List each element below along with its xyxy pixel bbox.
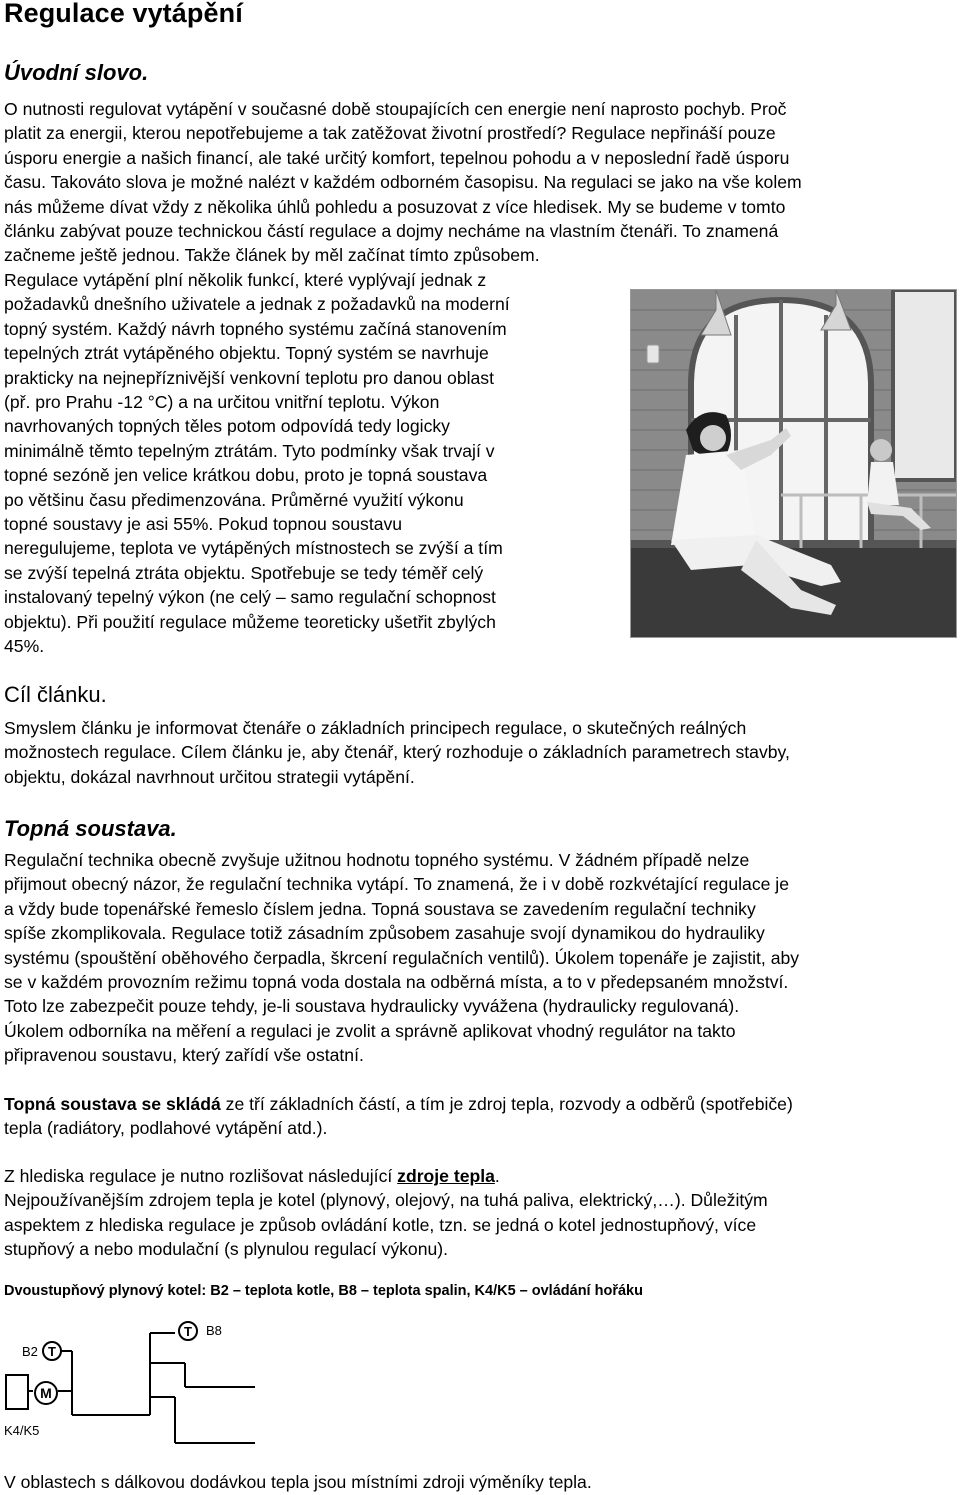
body-line: neregulujeme, teplota ve vytápěných místnostech se zvýší a tím bbox=[4, 538, 503, 559]
label-b8: B8 bbox=[206, 1323, 222, 1338]
goal-heading: Cíl článku. bbox=[4, 682, 107, 707]
page-title: Regulace vytápění bbox=[4, 0, 243, 28]
heat-source-link[interactable]: zdroje tepla bbox=[397, 1166, 495, 1186]
goal-line: Smyslem článku je informovat čtenáře o základních principech regulace, o skutečných reálných bbox=[4, 718, 747, 738]
system-line: Úkolem odborníka na měření a regulaci je zvolit a správně aplikovat vhodný regulátor na takto bbox=[4, 1020, 736, 1041]
body-line: po většinu času předimenzována. Průměrné využití výkonu bbox=[4, 489, 464, 510]
body-line: objektu). Při použití regulace můžeme teoreticky ušetřit zbylých bbox=[4, 611, 496, 632]
label-k4-k5: K4/K5 bbox=[4, 1423, 40, 1438]
system-line: a vždy bude topenářské řemeslo číslem jedna. Topná soustava se zavedením regulační techniky bbox=[4, 898, 756, 919]
body-line: tepelných ztrát vytápěného objektu. Topný systém se navrhuje bbox=[4, 343, 489, 364]
system-line: spíše zkomplikovala. Regulace totiž zásadním způsobem zasahuje svojí dynamikou do hydrauliky bbox=[4, 923, 765, 944]
goal-line: možnostech regulace. Cílem článku je, aby čtenář, který rozhoduje o základních parametrech stavby, bbox=[4, 742, 790, 763]
source-line: Nejpoužívanějším zdrojem tepla je kotel (plynový, olejový, na tuhá paliva, elektrický,…). Důležitým bbox=[4, 1190, 768, 1211]
intro-line: O nutnosti regulovat vytápění v současné době stoupajících cen energie není naprosto pochyb. Proč bbox=[4, 99, 787, 119]
source-end-text: . bbox=[494, 1166, 500, 1186]
system-line: přijmout obecný názor, že regulační technika vytápí. To znamená, že i v době rozkvétající regulace je bbox=[4, 874, 789, 895]
system-heading: Topná soustava. bbox=[4, 816, 177, 841]
parts-text: tepla (radiátory, podlahové vytápění atd.). bbox=[4, 1118, 328, 1139]
intro-line: času. Takováto slova je možné nalézt v každém odborném časopisu. Na regulaci se jako na vše kolem bbox=[4, 172, 802, 193]
body-line: (př. pro Prahu -12 °C) a na určitou vnitřní teplotu. Výkon bbox=[4, 392, 440, 413]
final-line: V oblastech s dálkovou dodávkou tepla jsou místními zdroji výměníky tepla. bbox=[4, 1472, 592, 1492]
body-line: minimálně těmto tepelným ztrátám. Tyto podmínky však trvají v bbox=[4, 440, 495, 461]
body-line: topné soustavy je asi 55%. Pokud topnou soustavu bbox=[4, 514, 403, 535]
body-line: instalovaný tepelný výkon (ne celý – samo regulační schopnost bbox=[4, 587, 496, 608]
source-line: stupňový a nebo modulační (s plynulou regulací výkonu). bbox=[4, 1239, 449, 1260]
system-line: systému (spouštění oběhového čerpadla, škrcení regulačních ventilů). Úkolem topenáře je zajistit, aby bbox=[4, 947, 800, 968]
sensor-letter: T bbox=[184, 1324, 192, 1339]
source-line: aspektem z hlediska regulace je způsob ovládání kotle, tzn. se jedná o kotel jednostupňový, více bbox=[4, 1214, 757, 1235]
system-paragraph bbox=[4, 848, 799, 1068]
system-line: připravenou soustavu, který zařídí vše ostatní. bbox=[4, 1045, 364, 1066]
system-line: Toto lze zabezpečit pouze tehdy, je-li soustava hydraulicky vyvážena (hydraulicky regulovaná). bbox=[4, 996, 740, 1017]
heat-source-paragraph bbox=[4, 1164, 768, 1262]
sensor-letter: T bbox=[48, 1344, 56, 1359]
system-line: se v každém provozním režimu topná voda dostala na odběrná místa, a to v předepsaném množství. bbox=[4, 972, 789, 993]
intro-line: článku zabývat pouze technickou částí regulace a dojmy necháme na vlastním čtenáři. To znamená bbox=[4, 221, 779, 242]
intro-line: úsporu energie a našich financí, ale také určitý komfort, tepelnou pohodu a v neposlední řadě úsporu bbox=[4, 147, 790, 168]
boiler-diagram bbox=[0, 1315, 300, 1450]
intro-line: začneme ještě jednou. Takže článek by měl začínat tímto způsobem. bbox=[4, 245, 540, 266]
intro-heading: Úvodní slovo. bbox=[4, 60, 149, 85]
figure-caption: Dvoustupňový plynový kotel: B2 – teplota kotle, B8 – teplota spalin, K4/K5 – ovládání hořáku bbox=[4, 1283, 643, 1299]
body-line: 45%. bbox=[4, 636, 45, 657]
intro-line: platit za energii, kterou nepotřebujeme a tak zatěžovat životní prostředí? Regulace nepřináší pouze bbox=[4, 123, 776, 144]
parts-bold-text: Topná soustava se skládá bbox=[4, 1094, 221, 1114]
body-line: topné sezóně jen velice krátkou dobu, proto je topná soustava bbox=[4, 465, 488, 486]
body-line: prakticky na nejnepříznivější venkovní teplotu pro danou oblast bbox=[4, 367, 494, 388]
body-line: požadavků dnešního uživatele a jednak z požadavků na moderní bbox=[4, 294, 510, 315]
label-b2: B2 bbox=[22, 1344, 38, 1359]
intro-line: nás můžeme dívat vždy z několika úhlů pohledu a posuzovat z více hledisek. My se budeme v tomto bbox=[4, 196, 786, 217]
goal-paragraph bbox=[4, 716, 790, 789]
interior-photo bbox=[630, 289, 957, 638]
body-line: se zvýší tepelná ztráta objektu. Spotřebuje se tedy téměř celý bbox=[4, 562, 484, 583]
system-parts-paragraph bbox=[4, 1092, 793, 1141]
goal-line: objektu, dokázal navrhnout určitou strategii vytápění. bbox=[4, 766, 415, 787]
source-intro-text: Z hlediska regulace je nutno rozlišovat následující bbox=[4, 1166, 398, 1186]
body-line: Regulace vytápění plní několik funkcí, které vyplývají jednak z bbox=[4, 270, 487, 290]
body-line: topný systém. Každý návrh topného systému začíná stanovením bbox=[4, 318, 507, 339]
intro-paragraph bbox=[4, 97, 802, 268]
intro-body-paragraph bbox=[4, 268, 624, 659]
system-line: Regulační technika obecně zvyšuje užitnou hodnotu topného systému. V žádném případě nelze bbox=[4, 850, 750, 870]
parts-text: ze tří základních částí, a tím je zdroj tepla, rozvody a odběrů (spotřebiče) bbox=[220, 1094, 793, 1114]
motor-letter: M bbox=[40, 1385, 52, 1401]
body-line: navrhovaných topných těles potom odpovídá tedy logicky bbox=[4, 416, 450, 437]
